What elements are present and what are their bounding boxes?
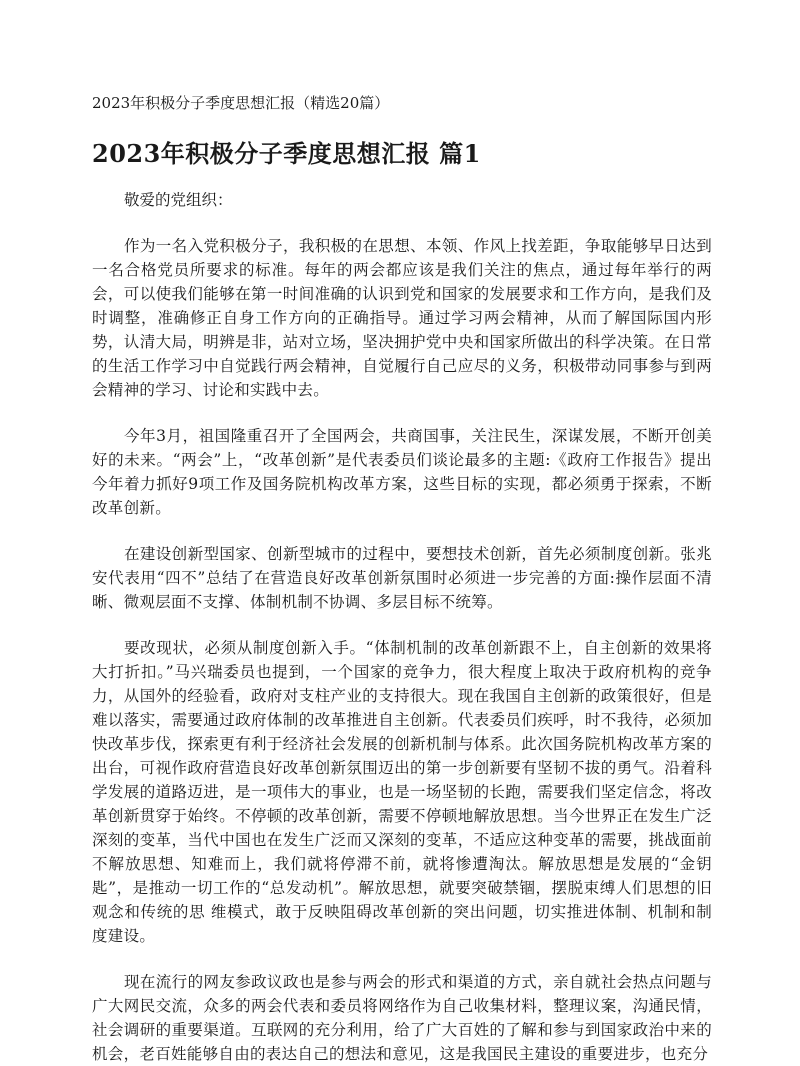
paragraph: 现在流行的网友参政议政也是参与两会的形式和渠道的方式，亲自就社会热点问题与广大网民交流，众多的两会代表和委员将网络作为自己收集材料，整理议案，沟通民情，社会调研的重要渠道。互联网的充分利用，给了广大百姓的了解和参与到国家政治中来的机会，老百姓能够自由的表达自己的想法和意见，这是我国民主建设的重要进步，也充分 — [92, 973, 712, 1063]
salutation: 敬爱的党组织： — [124, 191, 233, 209]
document-title: 2023年积极分子季度思想汇报（精选20篇） — [92, 94, 390, 112]
paragraph: 要改现状，必须从制度创新入手。“体制机制的改革创新跟不上，自主创新的效果将大打折扣。”马兴瑞委员也提到，一个国家的竞争力，很大程度上取决于政府机构的竞争力，从国外的经验看，政府对支柱产业的支持很大。现在我国自主创新的政策很好，但是难以落实，需要通过政府体制的改革推进自主创新。代表委员们疾呼，时不我待，必须加快改革步伐，探索更有利于经济社会发展的创新机制与体系。此次国务院机构改革方案的出台，可视作政府营造良好改革创新氛围迈出的第一步创新要有坚韧不拔的勇气。沿着科学发展的道路迈进，是一项伟大的事业，也是一场坚韧的长跑，需要我们坚定信念，将改革创新贯穿于始终。不停顿的改革创新，需要不停顿地解放思想。当今世界正在发生广泛深刻的变革，当代中国也在发生广泛而又深刻的变革，不适应这种变革的需要，挑战面前不解放思想、知难而上，我们就将停滞不前，就将惨遭淘汰。解放思想是发展的“金钥匙”，是推动一切工作的“总发动机”。解放思想，就要突破禁锢，摆脱束缚人们思想的旧观念和传统的思 维模式，敢于反映阻碍改革创新的突出问题，切实推进体制、机制和制度建设。 — [92, 639, 712, 945]
paragraph: 在建设创新型国家、创新型城市的过程中，要想技术创新，首先必须制度创新。张兆安代表用“四不”总结了在营造良好改革创新氛围时必须进一步完善的方面:操作层面不清晰、微观层面不支撑、体制机制不协调、多层目标不统筹。 — [92, 545, 712, 611]
paragraph: 作为一名入党积极分子，我积极的在思想、本领、作风上找差距，争取能够早日达到一名合格党员所要求的标准。每年的两会都应该是我们关注的焦点，通过每年举行的两会，可以使我们能够在第一时间准确的认识到党和国家的发展要求和工作方向，是我们及时调整，准确修正自身工作方向的正确指导。通过学习两会精神，从而了解国际国内形势，认清大局，明辨是非，站对立场，坚决拥护党中央和国家所做出的科学决策。在日常的生活工作学习中自觉践行两会精神，自觉履行自己应尽的义务，积极带动同事参与到两会精神的学习、讨论和实践中去。 — [92, 237, 712, 399]
section-heading: 2023年积极分子季度思想汇报 篇1 — [92, 139, 481, 168]
paragraph: 今年3月，祖国隆重召开了全国两会，共商国事，关注民生，深谋发展，不断开创美好的未来。“两会”上，“改革创新”是代表委员们谈论最多的主题:《政府工作报告》提出今年着力抓好9项工作及国务院机构改革方案，这些目标的实现，都必须勇于探索，不断改革创新。 — [92, 427, 712, 517]
